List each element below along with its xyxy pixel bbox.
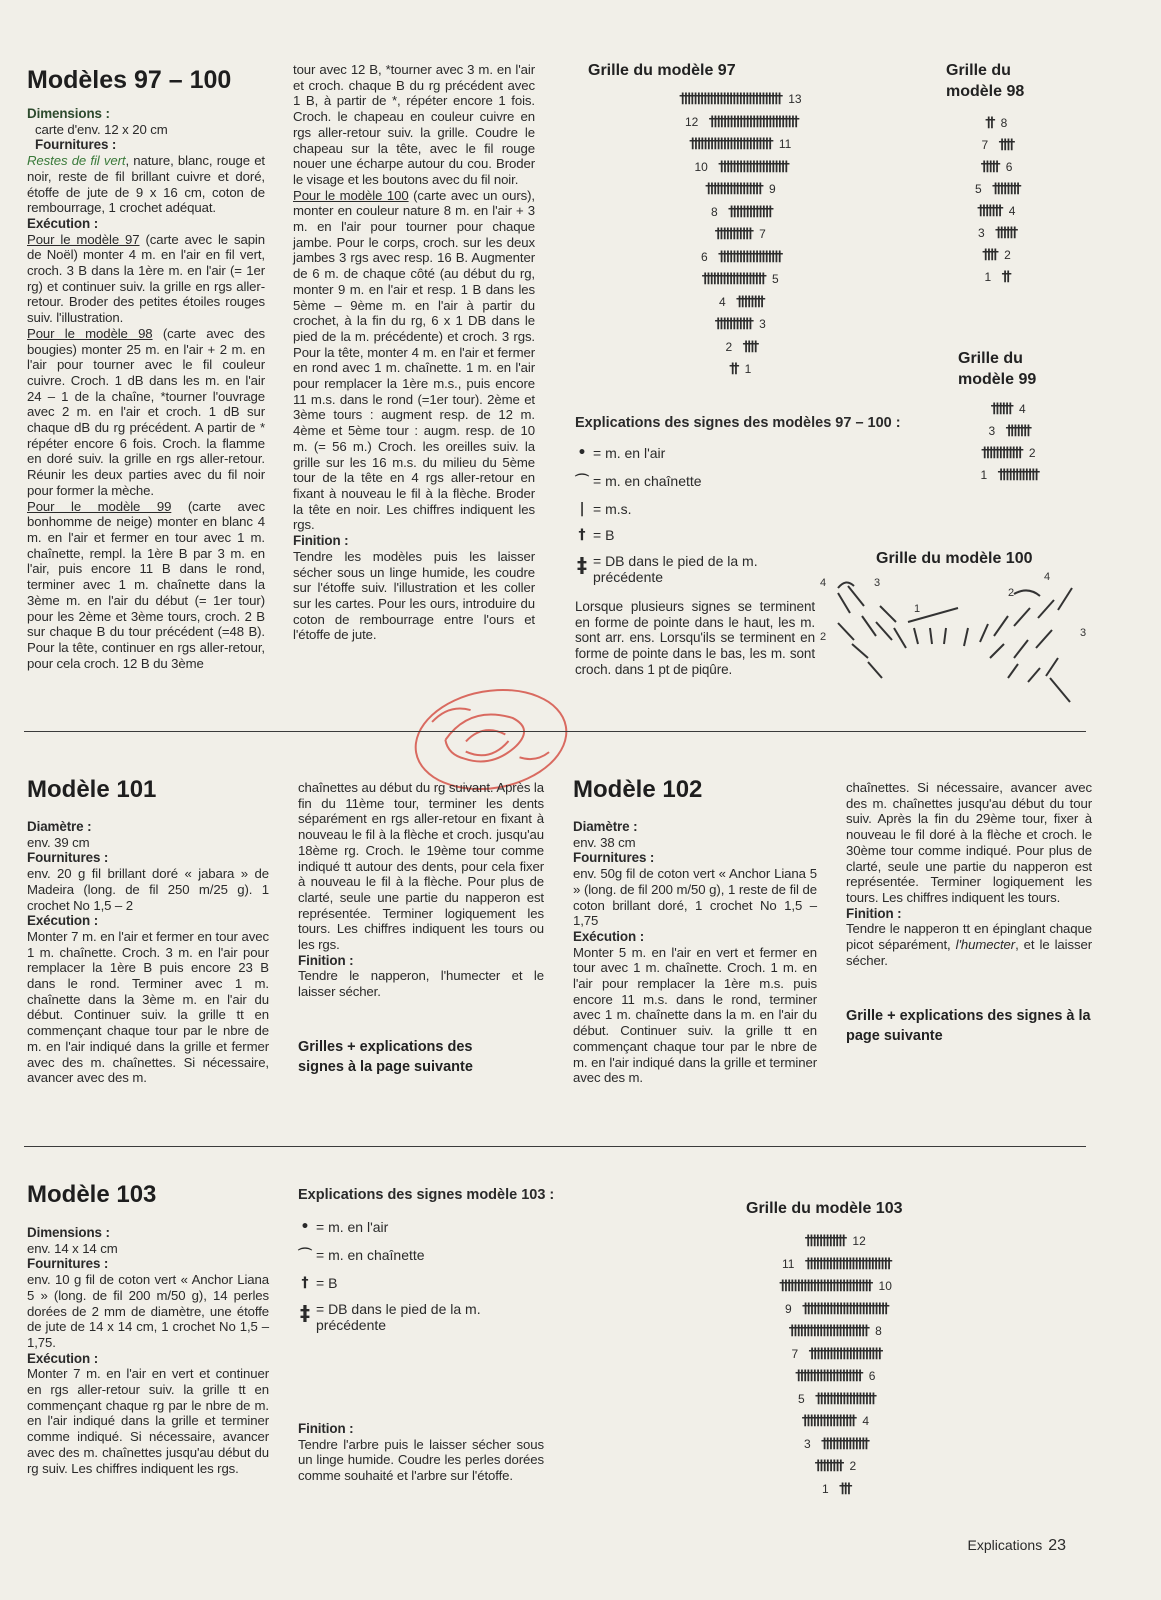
- grid-row: [711, 201, 769, 220]
- title-modele-103: Modèle 103: [27, 1181, 157, 1208]
- diametre-value: env. 39 cm: [27, 834, 90, 850]
- grid-row: [719, 291, 761, 310]
- legend-item: ⌒ = m. en chaînette: [575, 473, 702, 490]
- dot-icon: •: [577, 445, 587, 461]
- grid-row-stitches: ††: [984, 115, 991, 131]
- stitch-mark: [1014, 608, 1030, 626]
- grid-row-number: 2: [725, 339, 733, 354]
- link-modele-99: Pour le modèle 99: [27, 498, 172, 514]
- dimensions-value: env. 14 x 14 cm: [27, 1240, 118, 1256]
- grid-row: [685, 111, 795, 130]
- g100-label: 3: [1080, 627, 1087, 639]
- grid-row: [801, 1410, 869, 1429]
- link-modele-97: Pour le modèle 97: [27, 231, 140, 247]
- finition-text: Tendre l'arbre puis le laisser sécher sous un linge humide. Coudre les perles dorées comme souhaité et l'arbre sur l'étoffe.: [298, 1436, 544, 1484]
- grid-row: [985, 112, 1008, 131]
- legend-97-title: Explications des signes des modèles 97 – 100 :: [575, 415, 901, 431]
- grid-row-number: 9: [785, 1301, 792, 1316]
- grid-row-stitches: ††††: [997, 137, 1011, 153]
- grid-row-number: 3: [804, 1436, 811, 1451]
- legend-103: [298, 1187, 598, 1343]
- legend-note: Lorsque plusieurs signes se terminent en forme de pointe dans le haut, les m. sont arr. ens. Lorsqu'ils se terminent en forme de pointe dans le bas, les m. sont croch. dans 1 pt de piqûre.: [575, 599, 815, 677]
- grid-row: [981, 442, 1036, 461]
- finition-label: Finition :: [846, 905, 902, 921]
- fournitures-text: env. 50g fil de coton vert « Anchor Liana 5 » (long. de fil 200 m/50 g), 1 reste de fil de coton brillant doré, 1 crochet No 1,5 – 1,75: [573, 866, 817, 929]
- grid-row-number: 1: [980, 468, 988, 482]
- grid-row-stitches: ††††††††††††: [804, 1233, 843, 1249]
- stitch-mark: [1046, 658, 1058, 676]
- grid-row-stitches: †††††††††††††††††††††††††: [688, 136, 770, 152]
- grid-row-stitches: ††††††: [994, 225, 1014, 241]
- grid-row-stitches: ††††††††††††††: [820, 1435, 866, 1452]
- grid-row: [782, 1253, 888, 1272]
- grid-row-number: 5: [798, 1391, 805, 1406]
- grid-row-number: 1: [744, 362, 752, 376]
- grille-97-title: Grille du modèle 97: [588, 62, 736, 79]
- grid-row: [792, 1343, 879, 1362]
- stitch-mark: [862, 616, 876, 636]
- g100-label: 2: [1008, 587, 1015, 599]
- grid-row-stitches: ††††††††: [735, 293, 762, 310]
- page-label: Explications: [967, 1537, 1043, 1553]
- title-modeles-97-100: Modèles 97 – 100: [27, 66, 232, 94]
- page-number: 23: [1048, 1537, 1066, 1554]
- fournitures-text: env. 20 g fil brillant doré « jabara » de Madeira (long. de fil 250 m/25 g). 1 crochet No 1,5 – 2: [27, 866, 269, 913]
- stitch-mark: [1036, 630, 1052, 648]
- stitch-mark: [838, 582, 854, 588]
- stitch-mark: [1050, 678, 1070, 702]
- footer-101: Grilles + explications des signes à la page suivante: [298, 1039, 473, 1075]
- execution-label: Exécution :: [27, 215, 99, 231]
- grid-row-stitches: ††††††††††††††††††††††††††: [801, 1300, 886, 1317]
- stitch-mark: [1028, 668, 1040, 682]
- col-103-left: [27, 1225, 269, 1476]
- grid-row-stitches: ††††: [741, 338, 755, 355]
- grid-row-number: 2: [849, 1459, 857, 1473]
- grille-99-title: Grille du modèle 99: [958, 350, 1037, 388]
- grid-row-number: 5: [975, 182, 982, 196]
- title-modele-101: Modèle 101: [27, 776, 157, 803]
- execution-label: Exécution :: [573, 928, 645, 944]
- col-101-right: [298, 780, 544, 1000]
- dimensions-value: carte d'env. 12 x 20 cm: [35, 121, 168, 137]
- grid-row: [795, 1365, 876, 1384]
- footer-102: Grille + explications des signes à la page suivante: [846, 1008, 1091, 1044]
- arc-icon: ⌒: [575, 474, 589, 490]
- grid-row: [822, 1478, 848, 1497]
- grille-97: [580, 88, 900, 388]
- fournitures-text: env. 10 g fil de coton vert « Anchor Liana 5 » (long. de fil 200 m/50 g), 14 perles dorées de 2 mm de diamètre, une étoffe de jute de 14 x 14 cm, 1 crochet No 1,5 – 1,75.: [27, 1272, 269, 1350]
- fournitures-text: , nature, blanc, rouge et noir, reste de fil brillant cuivre et doré, étoffe de jute de 9 x 16 cm, coton de rembourrage, 1 crochet adéquat.: [27, 153, 265, 216]
- grid-row-stitches: ††††††††††††: [996, 467, 1036, 483]
- page-footer: [968, 1537, 1067, 1555]
- dot-icon: •: [300, 1219, 310, 1235]
- text-modele-98: (carte avec des bougies) monter 25 m. en l'air + 2 m. en l'air pour tourner avec le fil couleur cuivre. Croch. 1 dB dans les m. en l'air 24 – 1 de la chaîne, *tourner l'ouvrage avec 2 m. en l'air et croch. 1 dB sur chaque dB du rg précédent. A partir de * répéter encore 6 fois. Croch. la flamme en doré suiv. la grille en rgs aller-retour. Réunir les deux parties avec du fil noir pour former la mèche.: [27, 325, 265, 498]
- g100-label: 1: [914, 603, 921, 615]
- grid-row-number: 11: [778, 137, 792, 151]
- grid-row-stitches: ††††††††††††††††††††††††: [788, 1323, 866, 1339]
- diametre-label: Diamètre :: [27, 819, 92, 834]
- grid-row-number: 12: [685, 114, 699, 129]
- grid-row: [975, 178, 1017, 197]
- dimensions-label: Dimensions :: [27, 106, 110, 121]
- grid-row-stitches: †††: [838, 1480, 849, 1497]
- grid-row-stitches: ††††††††: [991, 181, 1018, 197]
- grid-row-number: 3: [759, 317, 766, 331]
- grid-row-stitches: †††††††: [976, 203, 1000, 219]
- divider-2: [24, 1146, 1086, 1147]
- stitch-mark: [852, 644, 868, 658]
- grid-row-number: 7: [759, 227, 766, 241]
- grid-row: [679, 88, 802, 107]
- finition-label: Finition :: [298, 952, 354, 968]
- grid-row-stitches: ††††††††††††††††††††: [794, 1368, 860, 1384]
- stitch-mark: [1038, 600, 1054, 618]
- execution-label: Exécution :: [27, 1350, 99, 1366]
- grid-row: [985, 266, 1008, 285]
- legend-item: ⌒ = m. en chaînette: [298, 1247, 425, 1264]
- grid-row-stitches: †††††††††††: [714, 316, 750, 332]
- legend-item: ‡ = DB dans le pied de la m. précédente: [300, 1301, 481, 1333]
- grid-row-number: 12: [852, 1234, 866, 1248]
- divider-1: [24, 731, 1086, 732]
- fournitures-label: Fournitures :: [27, 1256, 109, 1272]
- grid-row-number: 9: [769, 182, 776, 196]
- grid-row-number: 8: [1000, 116, 1008, 130]
- grid-row-number: 1: [984, 270, 992, 284]
- link-modele-100: Pour le modèle 100: [293, 187, 409, 203]
- text-chapeau: tour avec 12 B, *tourner avec 3 m. en l'air et croch. chaque B du rg précédent avec 1 B, à partir de *, répéter encore 1 fois. Croch. le chapeau en couleur cuivre en rgs aller-retour suiv. la grille. Coudre le chapeau sur la tête, avec le fil rouge nouer une écharpe autour du cou. Broder le visage et les boutons avec du fil noir.: [293, 62, 535, 187]
- grid-row: [785, 1298, 885, 1317]
- g100-label: 3: [874, 577, 881, 589]
- legend-item: | = m.s.: [575, 501, 905, 517]
- grid-row-stitches: †††††††††††††††††††††††††††††††: [678, 91, 779, 107]
- grid-row-number: 4: [862, 1414, 869, 1428]
- grid-row-number: 6: [868, 1369, 876, 1383]
- grid-row: [978, 222, 1014, 241]
- grid-row-stitches: †††††: [980, 159, 997, 175]
- link-modele-98: Pour le modèle 98: [27, 325, 153, 341]
- grid-row: [989, 420, 1028, 439]
- grid-row-number: 8: [875, 1324, 882, 1338]
- grid-row-number: 3: [988, 424, 996, 438]
- grid-row-number: 2: [1028, 446, 1036, 460]
- grid-row: [990, 398, 1026, 417]
- text-modele-97: (carte avec le sapin de Noël) monter 4 m. en l'air en fil vert, croch. 3 B dans la 1ère m. en l'air (= 1er rg) et continuer suiv. la grille en rgs aller-retour. Broder des petites étoiles rouges suiv. l'illustration.: [27, 231, 265, 326]
- cross-icon: †: [578, 527, 586, 543]
- grid-row-stitches: ††††††††††††: [980, 445, 1020, 461]
- grid-row-number: 10: [878, 1279, 892, 1293]
- grid-row-number: 5: [772, 272, 779, 286]
- legend-item: † = B: [298, 1275, 598, 1291]
- grid-row: [982, 134, 1011, 153]
- stitch-mark: [838, 623, 854, 640]
- grid-row: [779, 1275, 892, 1294]
- stamp-emblem: [409, 680, 569, 795]
- finition-label: Finition :: [298, 1421, 354, 1436]
- fournitures-label: Fournitures :: [27, 850, 109, 866]
- grid-row: [788, 1320, 882, 1339]
- grid-row: [701, 246, 779, 265]
- grid-row: [714, 223, 766, 242]
- stitch-mark: [1014, 640, 1028, 658]
- g100-label: 4: [820, 577, 827, 589]
- col-102-right: chaînettes. Si nécessaire, avancer avec des m. chaînettes jusqu'au début du tour suiv. Après la fin du 29ème tour, fixer à nouveau le fil doré à la flèche et croch. le 30ème tour comme indiqué. Pour plus de clarté, seule une partie du napperon est représentée. Terminer logiquement les tours. Les chiffres indiquent les tours. Finition : Tendre le napperon tt en épinglant chaque picot séparément, l'humecter, et le laisser sécher.: [846, 780, 1092, 968]
- execution-label: Exécution :: [27, 913, 99, 929]
- grid-row-number: 1: [822, 1481, 829, 1496]
- legend-item: ‡ = DB dans le pied de la m. précédente: [577, 553, 758, 585]
- grille-98: [936, 112, 1056, 302]
- grid-row: [814, 1455, 856, 1474]
- execution-text: Monter 7 m. en l'air en vert et continuer en rgs aller-retour suiv. la grille tt en commençant chaque rg par le nbre de m. en l'air indiqué dans la grille et terminer comme indiqué. Si nécessaire, avancer avec des m. chaînettes jusqu'au début du rg suiv. Les chiffres indiquent les rgs.: [27, 1366, 269, 1476]
- stitch-mark: [964, 628, 968, 646]
- text-modele-99: (carte avec bonhomme de neige) monter en blanc 4 m. en l'air et fermer en tour avec 1 m. chaînette, rempl. la 1ère B par 3 m. en l'air, puis encore 11 B dans le rond, terminer avec 1 m. chaînette dans la 3ème m. en l'air du début (= 1er tour) pour les 2ème et 3ème tours, croch. 2 B sur chaque B du tour précédent (=48 B). Pour la tête, continuer en rgs aller-retour, pour cela croch. 12 B du 3ème: [27, 498, 265, 671]
- stitch-mark: [914, 628, 918, 644]
- grid-row-stitches: †††††††††††††††††: [704, 181, 760, 197]
- title-modele-102: Modèle 102: [573, 776, 703, 803]
- grid-row: [981, 464, 1036, 483]
- grid-row: [804, 1433, 866, 1452]
- grid-row-stitches: †††††††††††: [714, 226, 750, 242]
- legend-item: † = B: [575, 527, 905, 543]
- finition-label: Finition :: [293, 533, 349, 549]
- grid-row: [798, 1388, 872, 1407]
- legend-item: • = m. en l'air: [575, 445, 905, 461]
- grid-row: [977, 200, 1016, 219]
- grid-row-number: 4: [719, 294, 726, 309]
- arc-icon: ⌒: [298, 1248, 312, 1264]
- grid-row-number: 7: [981, 138, 989, 152]
- col-97-middle: [293, 62, 535, 643]
- stitch-mark: [868, 662, 882, 678]
- col-101-left: [27, 819, 269, 1086]
- grid-row-number: 4: [1008, 204, 1016, 218]
- grid-row: [980, 156, 1012, 175]
- grid-row-number: 11: [782, 1256, 795, 1271]
- text-101-continued: chaînettes au début du rg suivant. Après la fin du 11ème tour, terminer les dents séparément en rgs aller-retour en fixant à nouveau le fil à la flèche et croch. jusqu'au 18ème rg. Croch. le 19ème tour comme indiqué tt autour des dents, pour cela fixer à nouveau le fil à la flèche. Pour plus de clarté, seule une partie du napperon est représentée. Terminer logiquement les tours. Les chiffres indiquent les tours ou les rgs.: [298, 780, 544, 953]
- grille-100-title: Grille du modèle 100: [876, 550, 1033, 567]
- grid-row-stitches: ††: [1000, 269, 1008, 285]
- grille-100: [818, 571, 1098, 718]
- grid-row-stitches: ††††††††: [814, 1458, 840, 1474]
- stitch-mark: [1014, 590, 1040, 596]
- col-97-left: [27, 106, 265, 671]
- stitch-mark: [990, 644, 1004, 658]
- fournitures-label: Fournitures :: [573, 850, 655, 866]
- grid-row-stitches: †††††††††††††††††††††: [717, 158, 786, 175]
- grid-row-stitches: †††††††††††††††††††: [717, 248, 779, 265]
- grid-row-stitches: †††††††††††††: [727, 203, 770, 220]
- grid-row-stitches: ††††††: [990, 401, 1010, 417]
- col-102-left: [573, 819, 817, 1086]
- grid-row-number: 10: [694, 159, 708, 174]
- g100-label: 4: [1044, 571, 1051, 583]
- grid-row-number: 7: [791, 1346, 799, 1361]
- dimensions-label: Dimensions :: [27, 1225, 110, 1240]
- grid-row-stitches: ††: [728, 361, 735, 377]
- text-modele-100: (carte avec un ours), monter en couleur nature 8 m. en l'air + 3 m. en l'air pour tourner pour chaque jambe. Pour le corps, croch. sur les deux jambes 3 rgs avec resp. 16 B. Augmenter de 6 m. de chaque côté (au début du rg, monter 9 m. en l'air et resp. 1 B dans les 5ème – 9ème m. en l'air à partir du crochet, à la fin du rg, 6 x 1 DB dans le pied de la m. précédente) et croch. 3 rgs. Pour la tête, monter 4 m. en l'air et fermer en rond avec 1 m. chaînette. 1 m. en l'air pour remplacer la 1ère m.s., puis encore 11 m.s. dans le rond (=1er tour). 2ème et 3ème tours : augment resp. de 12 m. 4ème et 5ème tour : augm. resp. de 10 m. (= 56 m.) Croch. les oreilles suiv. la grille sur les 16 m.s. du milieu du 5ème tour de la tête en 4 rgs aller-retour en fixant à nouveau le fil à la flèche. Broder la tête en noir. Les chiffres indiquent les rgs.: [293, 187, 535, 533]
- grille-103: [670, 1230, 1000, 1520]
- finition-text: Tendre les modèles puis les laisser sécher sous un linge humide, les coudre sur l'étoffe suiv. l'illustration et les coller sur les cartes. Pour les ours, introduire du coton de rembourrage entre l'ours et l'étoffe de jute.: [293, 548, 535, 643]
- grid-row: [982, 244, 1011, 263]
- legend-item: • = m. en l'air: [298, 1219, 598, 1235]
- grid-row-number: 8: [711, 204, 718, 219]
- bar-icon: |: [579, 501, 585, 517]
- grid-row-stitches: ††††: [981, 247, 995, 263]
- diametre-label: Diamètre :: [573, 819, 638, 834]
- stitch-mark: [944, 628, 946, 644]
- grille-99: [938, 398, 1078, 498]
- fournitures-italic: Restes de fil vert: [27, 153, 126, 169]
- grid-row-number: 2: [1004, 248, 1011, 262]
- grid-row-number: 6: [701, 249, 708, 264]
- grid-row-number: 6: [1005, 160, 1013, 174]
- cross-icon: †: [301, 1275, 309, 1291]
- stitch-mark: [894, 628, 906, 648]
- finition-text: Tendre le napperon, l'humecter et le laisser sécher.: [298, 968, 544, 1000]
- stitch-mark: [930, 628, 932, 644]
- grid-row: [714, 313, 766, 332]
- grid-row-stitches: ††††††††††††††††††: [814, 1390, 873, 1407]
- grid-row-number: 4: [1019, 402, 1026, 416]
- stitch-mark: [980, 624, 988, 642]
- stitch-mark: [838, 593, 850, 613]
- grid-row: [726, 336, 755, 355]
- stitch-mark: [880, 606, 896, 622]
- stitch-mark: [1058, 588, 1072, 610]
- col-103-finition: [298, 1421, 544, 1484]
- execution-text: Monter 7 m. en l'air et fermer en tour avec 1 m. chaînette. Croch. 3 m. en l'air pour remplacer la 1ère B puis encore 23 B dans le rond. Terminer avec 1 m. chaînette dans la 3ème m. en l'air du début. Continuer suiv. la grille tt en commençant chaque tour par le nbre de m. en l'air indiqué dans la grille et fermer avec des m. chaînettes. Si nécessaire, avancer avec des m.: [27, 928, 269, 1086]
- execution-text: Monter 5 m. en l'air en vert et fermer en tour avec 1 m. chaînette. Croch. 1 m. en l'air pour remplacer la 1ère m.s. puis encore 11 m.s. dans le rond, terminer avec 1 m. chaînette dans la m. en l'air du début. Continuer suiv. la grille tt en commençant chaque tour par le nbre de m. en l'air indiqué dans la grille et terminer avec des m.: [573, 944, 817, 1086]
- grid-row-stitches: ††††††††††††††††: [801, 1413, 853, 1429]
- stitch-mark: [994, 616, 1008, 636]
- grid-row-stitches: ††††††††††††††††††††††: [807, 1345, 879, 1362]
- grid-row-number: 3: [978, 226, 985, 240]
- grid-row: [695, 156, 786, 175]
- grid-row: [689, 133, 792, 152]
- grid-row: [705, 178, 776, 197]
- text-102-continued: chaînettes. Si nécessaire, avancer avec des m. chaînettes jusqu'au début du tour suiv. Après la fin du 29ème tour, fixer à nouveau le fil doré à la flèche et croch. le 30ème tour comme indiqué. Pour plus de clarté, seule une partie du napperon est représentée. Terminer logiquement les tours. Les chiffres indiquent les tours.: [846, 780, 1092, 905]
- grid-row: [701, 268, 779, 287]
- double-cross-icon: ‡: [300, 1301, 310, 1325]
- diametre-value: env. 38 cm: [573, 834, 636, 850]
- grid-row-stitches: †††††††††††††††††††††††††††: [708, 113, 796, 130]
- stitch-mark: [1008, 664, 1018, 678]
- grid-row-stitches: †††††††: [1004, 423, 1028, 439]
- grid-row-stitches: ††††††††††††††††††††††††††: [804, 1255, 889, 1272]
- grid-row-stitches: †††††††††††††††††††: [701, 271, 763, 287]
- stitch-mark: [848, 586, 864, 606]
- grid-row-stitches: ††††††††††††††††††††††††††††: [778, 1278, 869, 1294]
- grille-98-title: Grille du modèle 98: [946, 62, 1025, 100]
- grid-row: [804, 1230, 866, 1249]
- legend-103-title: Explications des signes modèle 103 :: [298, 1187, 555, 1203]
- grille-103-title: Grille du modèle 103: [746, 1200, 903, 1217]
- stitch-mark: [876, 622, 892, 640]
- grid-row: [729, 358, 752, 377]
- fournitures-label: Fournitures :: [35, 137, 117, 153]
- g100-label: 2: [820, 631, 827, 643]
- grid-row-number: 13: [788, 92, 802, 106]
- double-cross-icon: ‡: [577, 553, 587, 577]
